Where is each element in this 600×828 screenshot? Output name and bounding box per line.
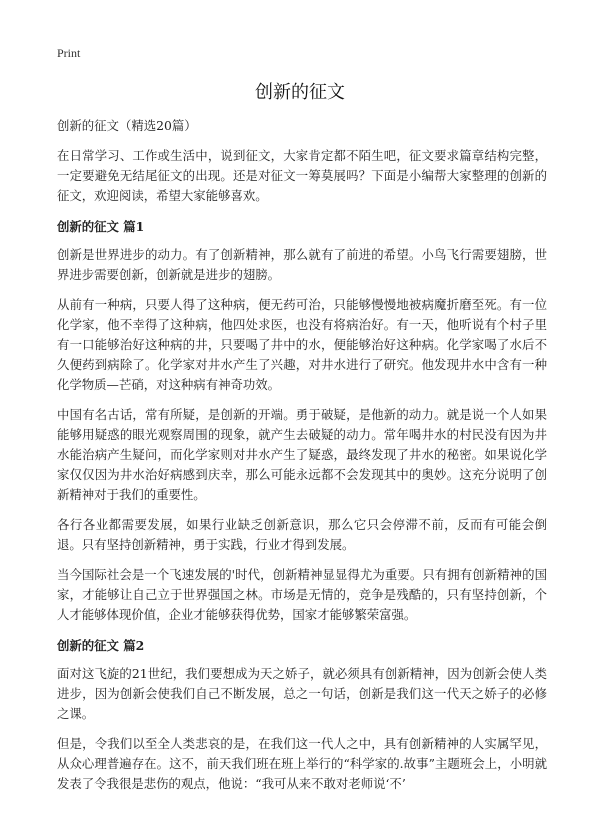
section-heading: 创新的征文 篇2 <box>57 638 145 653</box>
paragraph: 但是，令我们以至全人类悲哀的是，在我们这一代人之中，具有创新精神的人实属罕见，从众心理普遍存在。这不，前天我们班在班上举行的“科学家的.故事”主题班会上，小明就发表了令我很是悲伤的观点，他说：“我可从来不敢对老师说‘不’ <box>57 736 547 791</box>
section-2 <box>57 636 547 794</box>
paragraph: 面对这飞旋的21世纪，我们要想成为天之娇子，就必须具有创新精神，因为创新会使人类进步，因为创新会使我们自己不断发展，总之一句话，创新是我们这一代天之娇子的必修之课。 <box>57 666 547 721</box>
paragraph: 当今国际社会是一个飞速发展的'时代，创新精神显显得尤为重要。只有拥有创新精神的国家，才能够让自己立于世界强国之林。市场是无情的，竞争是残酷的，只有坚持创新，个人才能够体现价值，企业才能够获得优势，国家才能够繁荣富强。 <box>57 567 547 622</box>
document-body <box>57 116 547 804</box>
intro-paragraph: 在日常学习、工作或生活中，说到征文，大家肯定都不陌生吧，征文要求篇章结构完整，一定要避免无结尾征文的出现。还是对征文一筹莫展吗？下面是小编帮大家整理的创新的征文，欢迎阅读，希望大家能够喜欢。 <box>57 148 547 203</box>
print-link[interactable]: Print <box>57 46 81 60</box>
section-1 <box>57 217 547 625</box>
section-heading: 创新的征文 篇1 <box>57 219 145 234</box>
document-subtitle: 创新的征文（精选20篇） <box>57 118 197 133</box>
document-title: 创新的征文 <box>255 82 345 103</box>
paragraph: 各行各业都需要发展，如果行业缺乏创新意识，那么它只会停滞不前，反而有可能会倒退。只有坚持创新精神，勇于实践，行业才得到发展。 <box>57 517 547 552</box>
paragraph: 从前有一种病，只要人得了这种病，便无药可治，只能够慢慢地被病魔折磨至死。有一位化学家，他不幸得了这种病，他四处求医，也没有将病治好。有一天，他听说有个村子里有一口能够治好这种病的井，只要喝了井中的水，便能够治好这种病。化学家喝了水后不久便药到病除了。化学家对井水产生了兴趣，对井水进行了研究。他发现井水中含有一种化学物质—芒硝，对这种病有神奇功效。 <box>57 297 547 392</box>
paragraph: 创新是世界进步的动力。有了创新精神，那么就有了前进的希望。小鸟飞行需要翅膀，世界进步需要创新，创新就是进步的翅膀。 <box>57 247 547 282</box>
paragraph: 中国有名古话，常有所疑，是创新的开端。勇于破疑，是他新的动力。就是说一个人如果能够用疑惑的眼光观察周围的现象，就产生去破疑的动力。常年喝井水的村民没有因为井水能治病产生疑问，而化学家则对井水产生了疑惑，最终发现了井水的秘密。如果说化学家仅仅因为井水治好病感到庆幸，那么可能永远都不会发现其中的奥妙。这充分说明了创新精神对于我们的重要性。 <box>57 407 547 502</box>
